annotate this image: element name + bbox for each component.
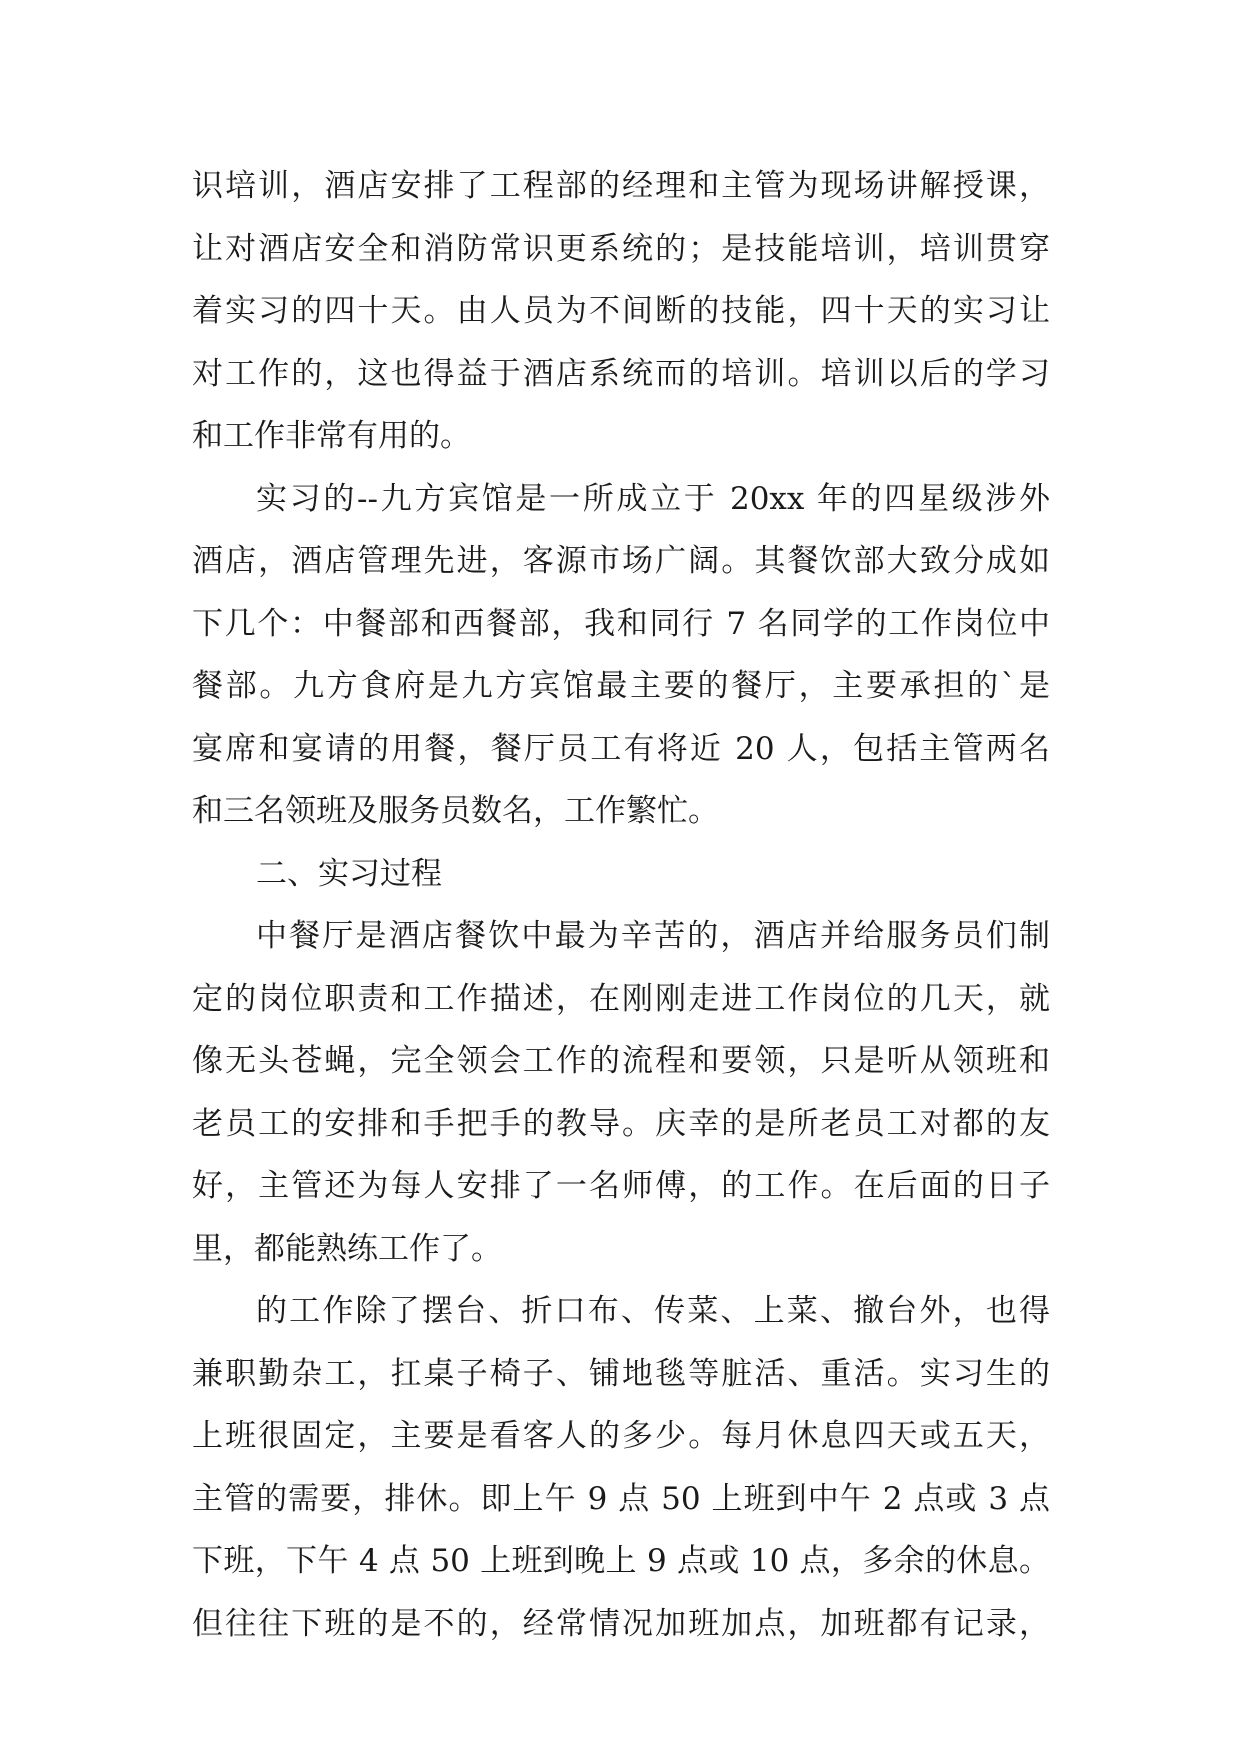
text-line: 对工作的，这也得益于酒店系统而的培训。培训以后的学习 bbox=[192, 355, 1050, 392]
text-line: 餐部。九方食府是九方宾馆最主要的餐厅，主要承担的`是 bbox=[192, 668, 1050, 704]
text-line: 着实习的四十天。由人员为不间断的技能，四十天的实习让 bbox=[192, 293, 1050, 329]
text-line: 好，主管还为每人安排了一名师傅，的工作。在后面的日子 bbox=[192, 1168, 1050, 1204]
text-line: 二、实习过程 bbox=[256, 855, 442, 892]
text-line: 上班很固定，主要是看客人的多少。每月休息四天或五天， bbox=[192, 1418, 1050, 1454]
text-line: 让对酒店安全和消防常识更系统的；是技能培训，培训贯穿 bbox=[192, 230, 1050, 267]
text-line: 实习的--九方宾馆是一所成立于 20xx 年的四星级涉外 bbox=[256, 480, 1050, 517]
text-line: 和三名领班及服务员数名，工作繁忙。 bbox=[192, 793, 719, 829]
text-line: 主管的需要，排休。即上午 9 点 50 上班到中午 2 点或 3 点 bbox=[192, 1480, 1050, 1517]
text-line: 和工作非常有用的。 bbox=[192, 418, 471, 454]
text-line: 兼职勤杂工，扛桌子椅子、铺地毯等脏活、重活。实习生的 bbox=[192, 1355, 1050, 1392]
text-line: 里，都能熟练工作了。 bbox=[192, 1230, 502, 1267]
text-line: 的工作除了摆台、折口布、传菜、上菜、撤台外，也得 bbox=[256, 1293, 1050, 1329]
text-line: 定的岗位职责和工作描述，在刚刚走进工作岗位的几天，就 bbox=[192, 980, 1050, 1017]
text-line: 老员工的安排和手把手的教导。庆幸的是所老员工对都的友 bbox=[192, 1105, 1050, 1142]
text-line: 识培训，酒店安排了工程部的经理和主管为现场讲解授课， bbox=[192, 168, 1050, 204]
text-line: 但往往下班的是不的，经常情况加班加点，加班都有记录， bbox=[192, 1605, 1050, 1642]
text-line: 下几个：中餐部和西餐部，我和同行 7 名同学的工作岗位中 bbox=[192, 605, 1050, 642]
text-line: 酒店，酒店管理先进，客源市场广阔。其餐饮部大致分成如 bbox=[192, 543, 1050, 579]
text-line: 中餐厅是酒店餐饮中最为辛苦的，酒店并给服务员们制 bbox=[256, 918, 1050, 954]
text-line: 下班，下午 4 点 50 上班到晚上 9 点或 10 点，多余的休息。 bbox=[192, 1543, 1050, 1579]
document-body bbox=[192, 155, 1050, 1655]
text-line: 宴席和宴请的用餐，餐厅员工有将近 20 人，包括主管两名 bbox=[192, 730, 1050, 767]
text-line: 像无头苍蝇，完全领会工作的流程和要领，只是听从领班和 bbox=[192, 1043, 1050, 1079]
